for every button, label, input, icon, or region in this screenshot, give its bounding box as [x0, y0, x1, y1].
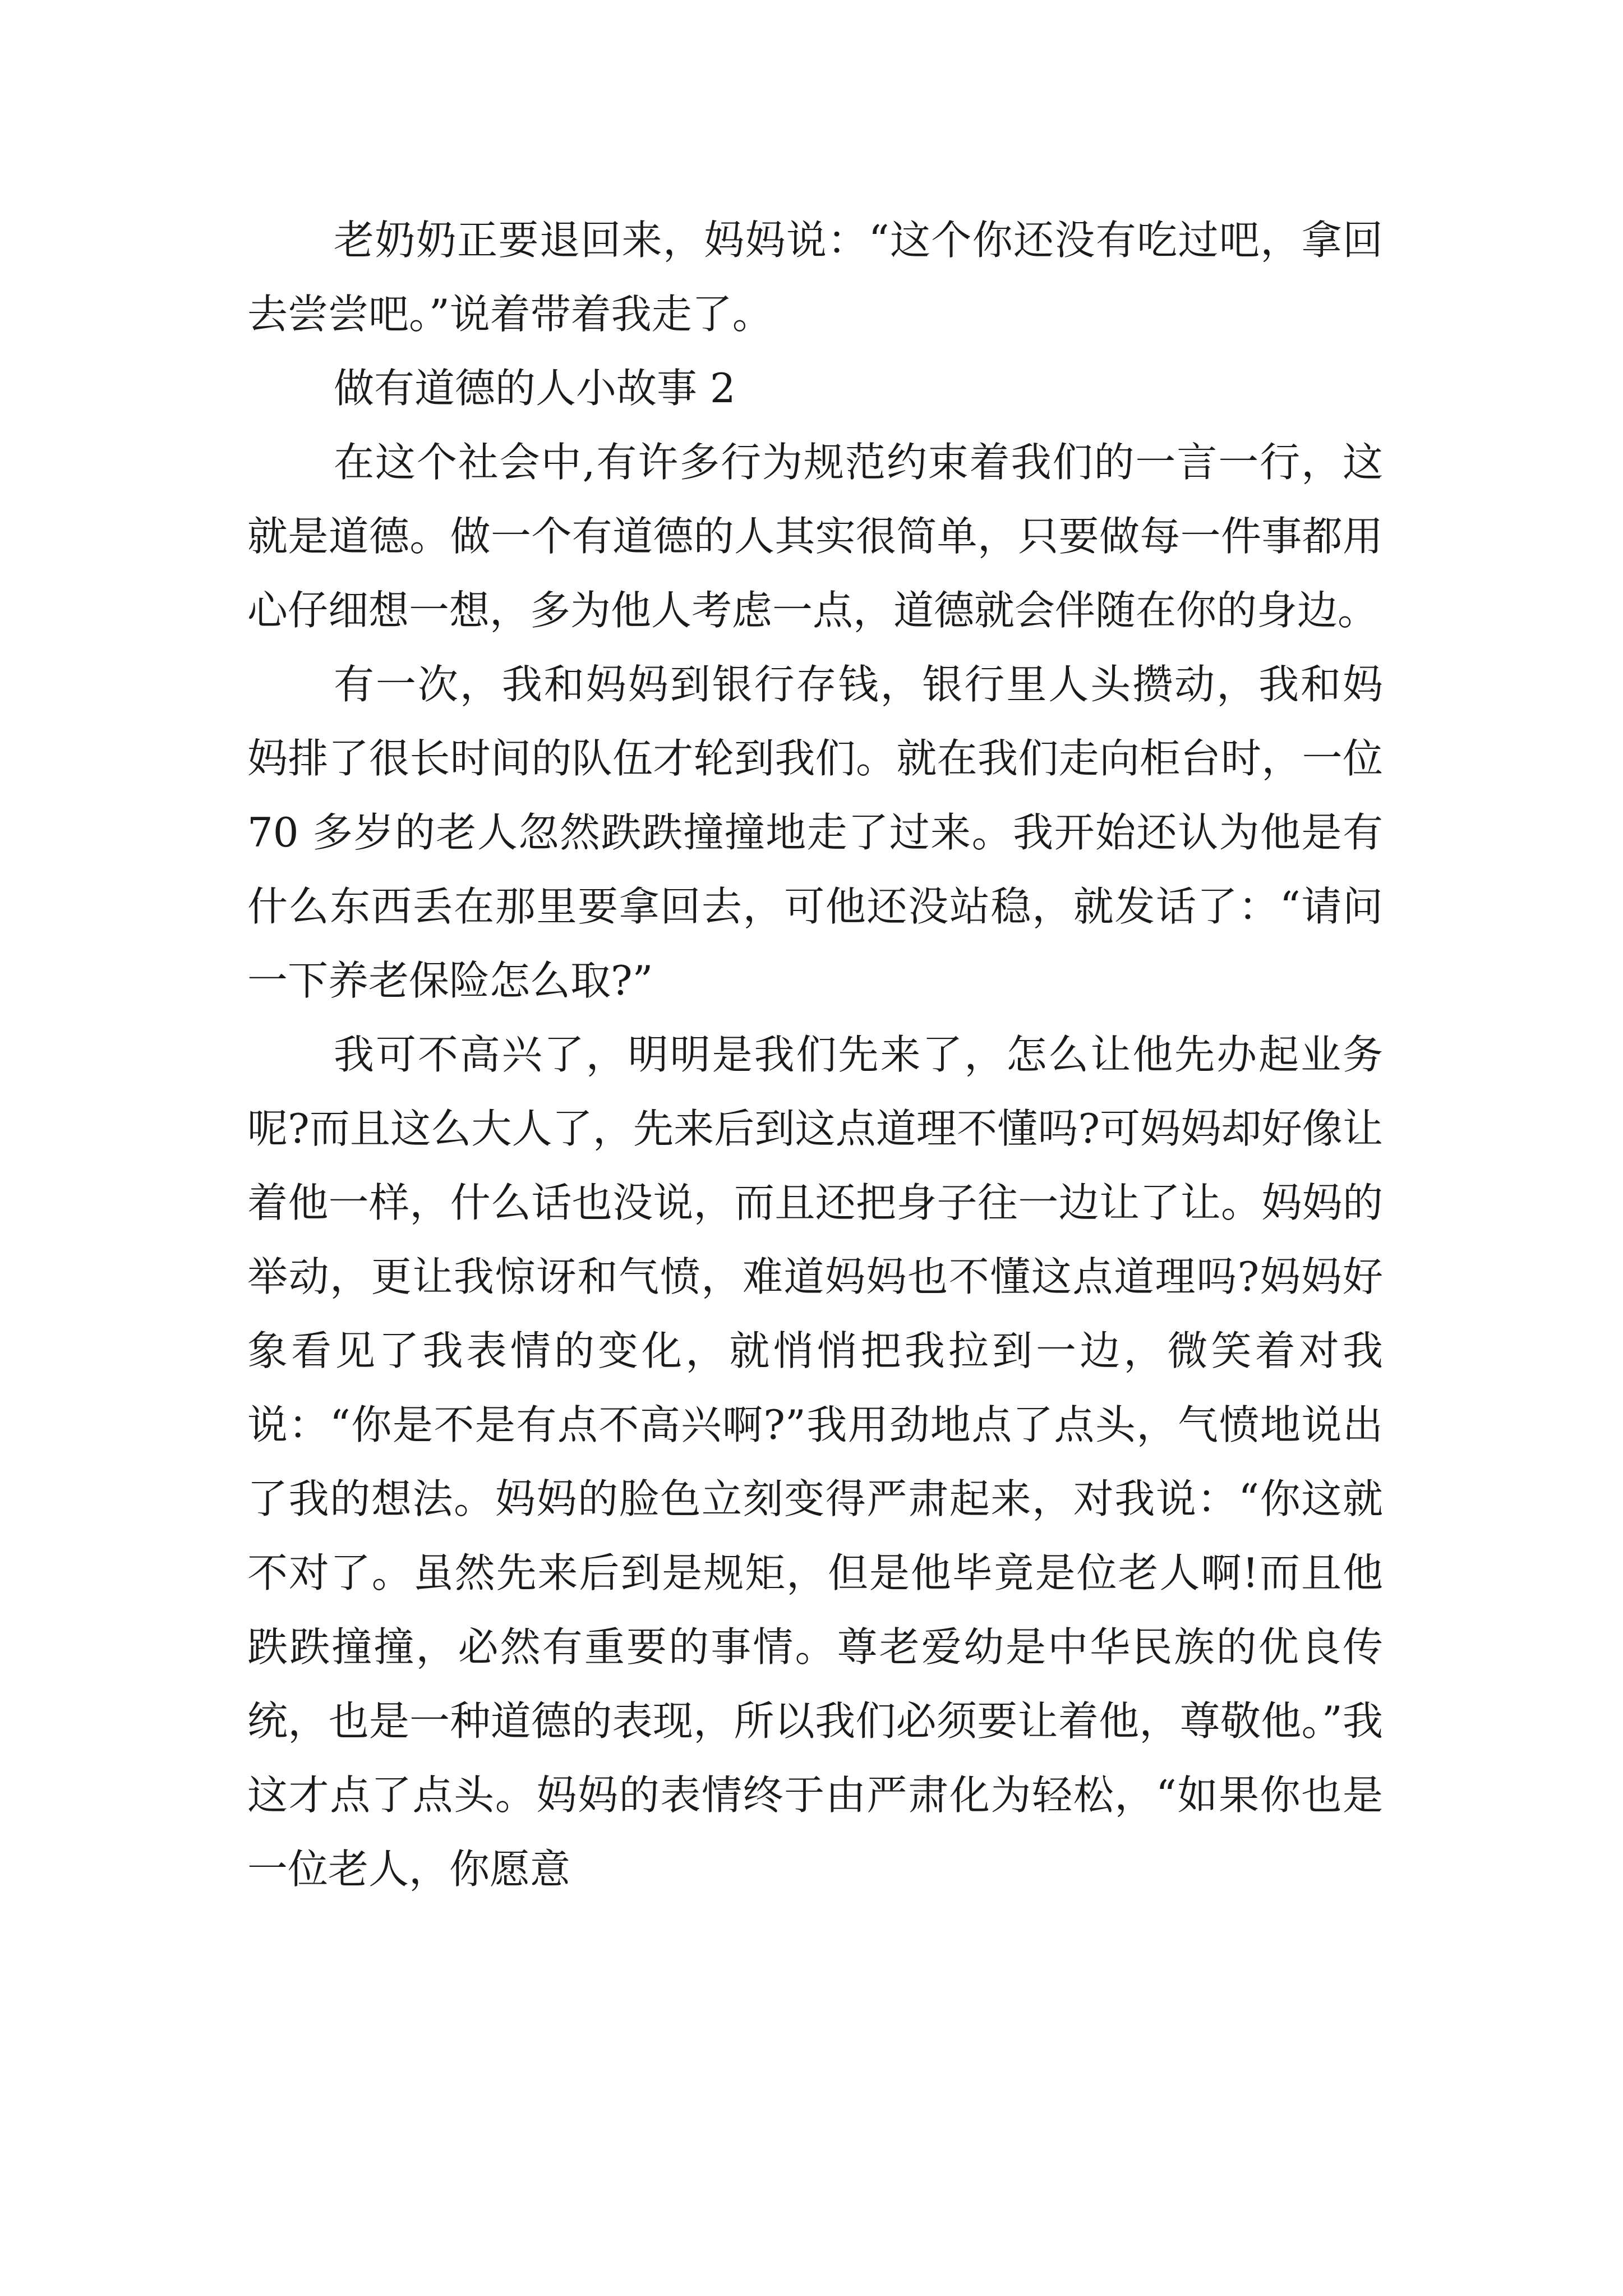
paragraph: 我可不高兴了，明明是我们先来了，怎么让他先办起业务呢?而且这么大人了，先来后到这点道理不懂吗?可妈妈却好像让着他一样，什么话也没说，而且还把身子往一边让了让。妈妈的举动，更让我惊讶和气愤，难道妈妈也不懂这点道理吗?妈妈好象看见了我表情的变化，就悄悄把我拉到一边，微笑着对我说：“你是不是有点不高兴啊?”我用劲地点了点头，气愤地说出了我的想法。妈妈的脸色立刻变得严肃起来，对我说：“你这就不对了。虽然先来后到是规矩，但是他毕竟是位老人啊!而且他跌跌撞撞，必然有重要的事情。尊老爱幼是中华民族的优良传统，也是一种道德的表现，所以我们必须要让着他，尊敬他。”我这才点了点头。妈妈的表情终于由严肃化为轻松，“如果你也是一位老人，你愿意 [247, 1031, 1383, 1893]
paragraph: 在这个社会中,有许多行为规范约束着我们的一言一行，这就是道德。做一个有道德的人其实很简单，只要做每一件事都用心仔细想一想，多为他人考虑一点，道德就会伴随在你的身边。 [247, 439, 1383, 634]
paragraph: 有一次，我和妈妈到银行存钱，银行里人头攒动，我和妈妈排了很长时间的队伍才轮到我们。就在我们走向柜台时，一位 70 多岁的老人忽然跌跌撞撞地走了过来。我开始还认为他是有什么东西丢在那里要拿回去，可他还没站稳，就发话了：“请问一下养老保险怎么取?” [247, 661, 1383, 1004]
section-heading: 做有道德的人小故事 2 [334, 365, 736, 412]
paragraph: 老奶奶正要退回来，妈妈说：“这个你还没有吃过吧，拿回去尝尝吧。”说着带着我走了。 [247, 217, 1383, 338]
body-text [247, 203, 1383, 1906]
